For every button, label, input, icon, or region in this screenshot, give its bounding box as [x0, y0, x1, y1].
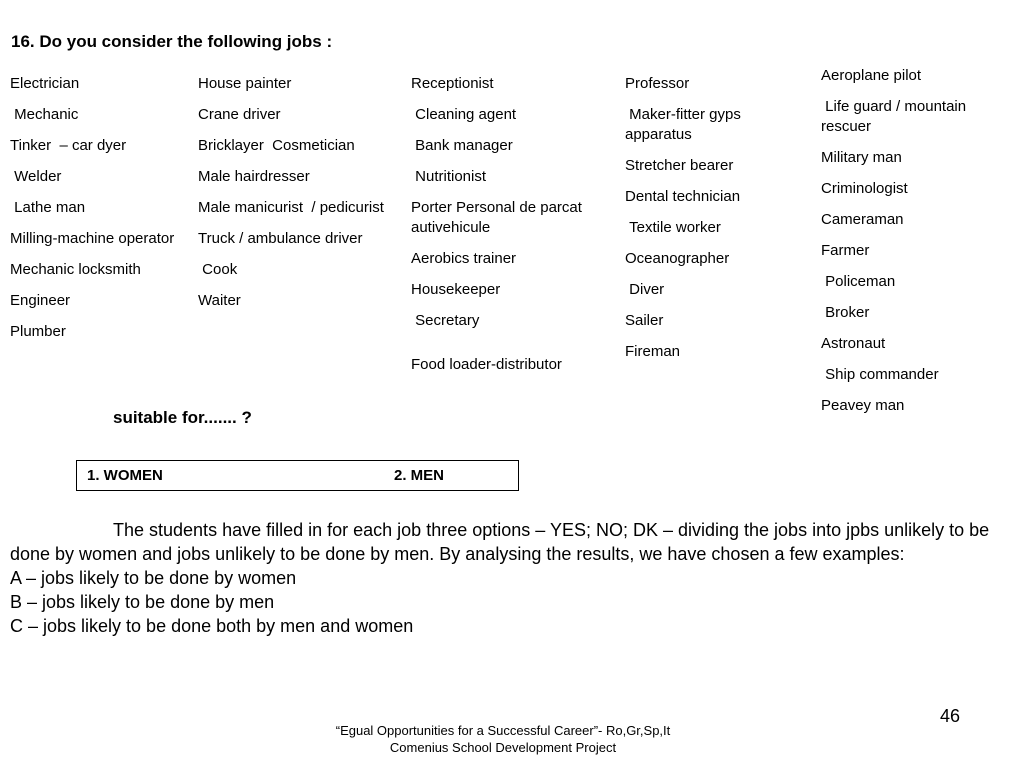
job-item: Maker-fitter gyps apparatus: [625, 106, 746, 143]
job-item: Fireman: [625, 343, 681, 360]
job-item: Policeman: [821, 273, 896, 290]
job-item: Astronaut: [821, 335, 886, 352]
job-item: Bank manager: [411, 137, 513, 154]
job-item: Food loader-distributor: [411, 356, 562, 373]
job-item: Textile worker: [625, 219, 721, 236]
job-item: Cook: [198, 261, 238, 278]
jobs-column-5: [821, 66, 1016, 427]
job-item: Bricklayer Cosmetician: [198, 137, 355, 154]
job-item: Broker: [821, 304, 870, 321]
job-item: Porter Personal de parcat autivehicule: [411, 199, 587, 236]
job-item: Aeroplane pilot: [821, 67, 922, 84]
job-item: Mechanic: [10, 106, 79, 123]
legend-a: A – jobs likely to be done by women: [10, 568, 297, 588]
job-item: Mechanic locksmith: [10, 261, 141, 278]
job-item: Secretary: [411, 312, 480, 329]
jobs-column-4: [625, 74, 810, 373]
job-item: Male manicurist / pedicurist: [198, 199, 384, 216]
job-item: Diver: [625, 281, 665, 298]
job-item: Housekeeper: [411, 281, 501, 298]
job-item: Waiter: [198, 292, 241, 309]
job-item: Criminologist: [821, 180, 908, 197]
job-item: Military man: [821, 149, 902, 166]
jobs-column-3: [411, 74, 616, 386]
options-box: [76, 460, 519, 491]
jobs-column-2: [198, 74, 403, 322]
job-item: Farmer: [821, 242, 870, 259]
job-item: Lathe man: [10, 199, 86, 216]
job-item: Oceanographer: [625, 250, 730, 267]
job-item: Ship commander: [821, 366, 939, 383]
suitable-for-question: suitable for....... ?: [113, 408, 252, 427]
job-item: Cleaning agent: [411, 106, 517, 123]
jobs-column-1: [10, 74, 188, 353]
job-item: Sailer: [625, 312, 664, 329]
footer: [0, 722, 1006, 756]
job-item: Peavey man: [821, 397, 905, 414]
job-item: Aerobics trainer: [411, 250, 517, 267]
job-item: Milling-machine operator: [10, 230, 175, 247]
job-item: Engineer: [10, 292, 71, 309]
job-item: Nutritionist: [411, 168, 487, 185]
job-item: Welder: [10, 168, 62, 185]
job-item: Dental technician: [625, 188, 741, 205]
job-item: Receptionist: [411, 75, 494, 92]
page-number: 46: [940, 706, 961, 726]
paragraph-intro: [10, 518, 1010, 566]
option-men: 2. MEN: [394, 467, 445, 484]
footer-line-2: Comenius School Development Project: [389, 740, 617, 755]
legend-b: B – jobs likely to be done by men: [10, 592, 275, 612]
paragraph-intro-text: The students have filled in for each job three options – YES; NO; DK – dividing the jobs into jpbs unlikely to be done by women and jobs unlikely to be done by men. By analysing the results, we have chosen a few examples:: [10, 520, 990, 564]
job-item: House painter: [198, 75, 292, 92]
job-item: Life guard / mountain rescuer: [821, 98, 971, 135]
job-item: Truck / ambulance driver: [198, 230, 363, 247]
job-item: Plumber: [10, 323, 66, 340]
job-item: Stretcher bearer: [625, 157, 734, 174]
job-item: Male hairdresser: [198, 168, 310, 185]
job-item: Cameraman: [821, 211, 904, 228]
job-item: Crane driver: [198, 106, 281, 123]
explanation-paragraph: [10, 518, 1010, 638]
footer-line-1: “Egual Opportunities for a Successful Career”- Ro,Gr,Sp,It: [335, 723, 671, 738]
job-item: Professor: [625, 75, 690, 92]
job-item: Tinker – car dyer: [10, 137, 127, 154]
job-item: Electrician: [10, 75, 80, 92]
option-women: 1. WOMEN: [87, 467, 163, 484]
legend-c: C – jobs likely to be done both by men and women: [10, 616, 414, 636]
question-title: 16. Do you consider the following jobs :: [11, 32, 333, 51]
